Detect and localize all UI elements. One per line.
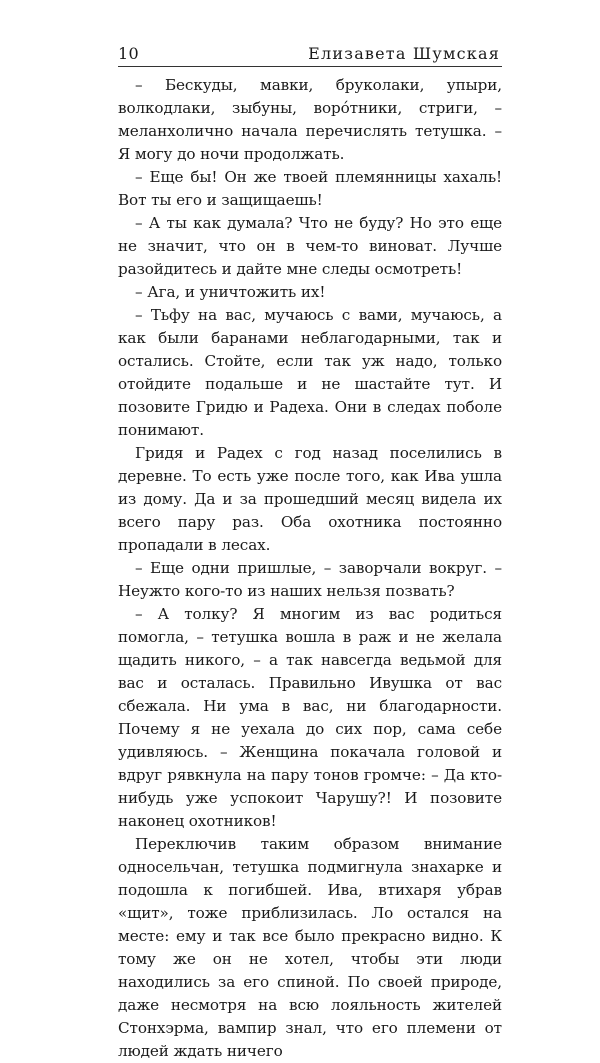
paragraph: Переключив таким образом внимание односельчан, тетушка подмигнула знахарке и подошла к погибшей. Ива, втихаря убрав «щит», тоже приблизилась. Ло остался на месте: ему и так все было прекрасно видно. К тому же он не хотел, чтобы эти люди находились за его спиной. По своей природе, даже несмотря на всю лояльность жителей Стонхэрма, вампир знал, что его племени от людей ждать ничего	[118, 835, 502, 1060]
running-head-author: Елизавета Шумская	[308, 44, 500, 63]
body-text	[118, 74, 502, 1063]
paragraph: – Ага, и уничтожить их!	[135, 283, 326, 301]
page-number: 10	[118, 44, 139, 63]
paragraph: – А ты как думала? Что не буду? Но это еще не значит, что он в чем-то виноват. Лучше разойдитесь и дайте мне следы осмотреть!	[118, 214, 502, 278]
paragraph: Гридя и Радех с год назад поселились в деревне. То есть уже после того, как Ива ушла из дому. Да и за прошедший месяц видела их всего пару раз. Оба охотника постоянно пропадали в лесах.	[118, 444, 502, 554]
paragraph: – Тьфу на вас, мучаюсь с вами, мучаюсь, а как были баранами неблагодарными, так и остались. Стойте, если так уж надо, только отойдите подальше и не шастайте тут. И позовите Гридю и Радеха. Они в следах поболе понимают.	[118, 306, 502, 439]
paragraph: – Еще бы! Он же твоей племянницы хахаль! Вот ты его и защищаешь!	[118, 168, 502, 209]
page-header	[118, 44, 502, 67]
paragraph: – Еще одни пришлые, – заворчали вокруг. – Неужто кого-то из наших нельзя позвать?	[118, 559, 502, 600]
paragraph: – Бескуды, мавки, бруколаки, упыри, волкодлаки, зыбуны, воро́тники, стриги, – меланхолично начала перечислять тетушка. – Я могу до ночи продолжать.	[118, 76, 502, 163]
paragraph: – А толку? Я многим из вас родиться помогла, – тетушка вошла в раж и не желала щадить никого, – а так навсегда ведьмой для вас и осталась. Правильно Ивушка от вас сбежала. Ни ума в вас, ни благодарности. Почему я не уехала до сих пор, сама себе удивляюсь. – Женщина покачала головой и вдруг рявкнула на пару тонов громче: – Да кто-нибудь уже успокоит Чарушу?! И позовите наконец охотников!	[118, 605, 502, 830]
